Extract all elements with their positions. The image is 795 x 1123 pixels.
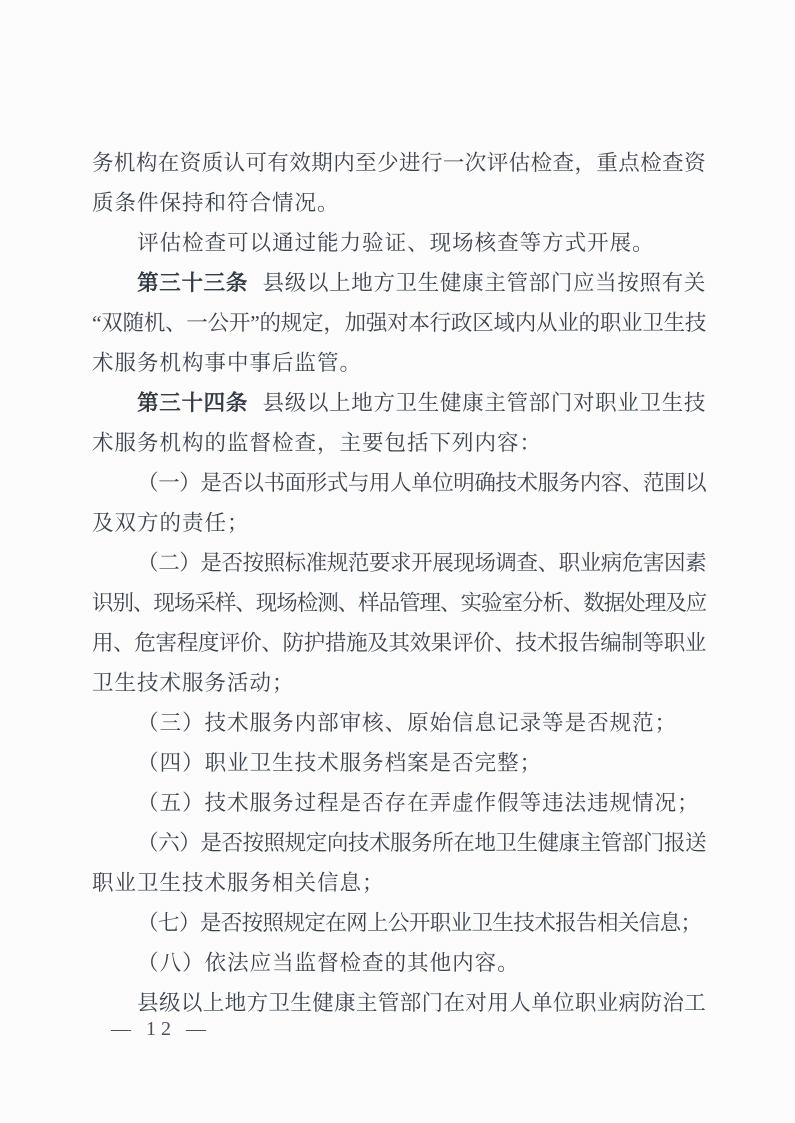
item-1-line-2: 及双方的责任； (92, 511, 250, 535)
item-2-line-2: 识别、现场采样、现场检测、样品管理、实验室分析、数据处理及应 (92, 591, 706, 615)
page-number: — 12 — (111, 1018, 211, 1040)
item-1-line-1: （一）是否以书面形式与用人单位明确技术服务内容、范围以 (137, 471, 706, 495)
document-body (92, 143, 706, 1023)
article-34-line-1 (92, 383, 706, 423)
continuation-paragraph-line-1: 务机构在资质认可有效期内至少进行一次评估检查，重点检查资 (92, 151, 706, 175)
item-3-line-1: （三）技术服务内部审核、原始信息记录等是否规范； (137, 711, 678, 735)
evaluation-method-paragraph-line-1: 评估检查可以通过能力验证、现场核查等方式开展。 (137, 231, 655, 255)
item-6-line-2: 职业卫生技术服务相关信息； (92, 871, 385, 895)
article-33-heading: 第三十三条 (137, 271, 248, 295)
item-5-line-1: （五）技术服务过程是否存在弄虚作假等违法违规情况； (137, 791, 700, 815)
item-8-line-1: （八）依法应当监督检查的其他内容。 (137, 951, 520, 975)
item-6-line-1: （六）是否按照规定向技术服务所在地卫生健康主管部门报送 (137, 831, 706, 855)
item-7-line-1: （七）是否按照规定在网上公开职业卫生技术报告相关信息； (137, 911, 702, 935)
article-34-line-2: 术服务机构的监督检查，主要包括下列内容： (92, 431, 543, 455)
item-2-line-3: 用、危害程度评价、防护措施及其效果评价、技术报告编制等职业 (92, 631, 706, 655)
article-34-heading: 第三十四条 (137, 391, 248, 415)
item-2-line-1: （二）是否按照标准规范要求开展现场调查、职业病危害因素 (137, 551, 706, 575)
item-4-line-1: （四）职业卫生技术服务档案是否完整； (137, 751, 543, 775)
item-2-line-4: 卫生技术服务活动； (92, 671, 295, 695)
article-33-line-2: “双随机、一公开”的规定，加强对本行政区域内从业的职业卫生技 (92, 311, 706, 335)
continuation-paragraph-line-2: 质条件保持和符合情况。 (92, 191, 340, 215)
article-34-text: 县级以上地方卫生健康主管部门对职业卫生技 (262, 391, 706, 415)
closing-paragraph-line-1: 县级以上地方卫生健康主管部门在对用人单位职业病防治工 (137, 991, 706, 1015)
article-33-line-3: 术服务机构事中事后监管。 (92, 351, 363, 375)
article-33-text: 县级以上地方卫生健康主管部门应当按照有关 (262, 271, 706, 295)
article-33-line-1 (92, 263, 706, 303)
